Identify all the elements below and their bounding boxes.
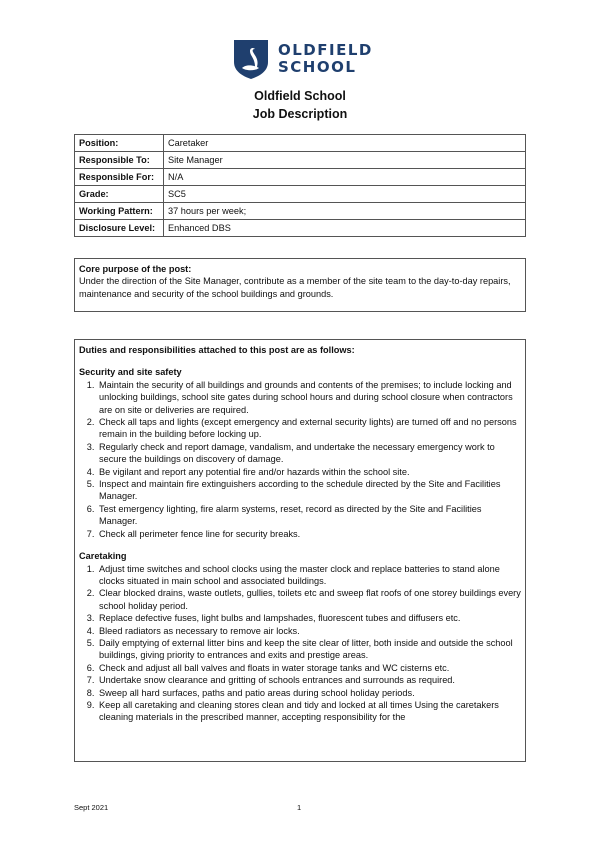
list-item: 5. Daily emptying of external litter bins and keep the site clear of litter, both inside and outside the school buildings, giving priority to entrances and exits and prestige areas. xyxy=(97,637,521,662)
core-purpose-text: Under the direction of the Site Manager, contribute as a member of the site team to the day-to-day repairs, maintenance and security of the school buildings and grounds. xyxy=(79,276,511,299)
core-purpose-box xyxy=(74,258,526,312)
list-item: 7. Check all perimeter fence line for security breaks. xyxy=(97,528,521,540)
info-value: Caretaker xyxy=(164,135,526,152)
list-item: 6. Check and adjust all ball valves and floats in water storage tanks and WC cisterns etc. xyxy=(97,662,521,674)
document-subtitle: Job Description xyxy=(252,107,348,121)
list-item: 2. Clear blocked drains, waste outlets, gullies, toilets etc and sweep flat roofs of one storey buildings every school holiday period. xyxy=(97,587,521,612)
post-info-table xyxy=(74,134,526,237)
core-purpose-heading: Core purpose of the post: xyxy=(79,264,192,274)
list-item: 8. Sweep all hard surfaces, paths and patio areas during school holiday periods. xyxy=(97,687,521,699)
info-value: Enhanced DBS xyxy=(164,220,526,237)
document-title: Oldfield School xyxy=(254,89,346,103)
duties-heading: Duties and responsibilities attached to this post are as follows: xyxy=(79,345,355,355)
list-item: 4. Bleed radiators as necessary to remove air locks. xyxy=(97,625,521,637)
info-value: Site Manager xyxy=(164,152,526,169)
table-row xyxy=(75,186,526,203)
info-label: Responsible To: xyxy=(75,152,164,169)
list-item: 1. Maintain the security of all buildings and grounds and contents of the premises; to include locking and unlocking buildings, school site gates during school hours and during school closure when contractors are on site or deliveries are required. xyxy=(97,379,521,416)
table-row xyxy=(75,135,526,152)
logo-line-2: SCHOOL xyxy=(278,58,357,76)
security-heading: Security and site safety xyxy=(79,367,182,378)
list-item: 5. Inspect and maintain fire extinguishers according to the schedule directed by the Site and Facilities Manager. xyxy=(97,478,521,503)
info-label: Grade: xyxy=(75,186,164,203)
list-item: 2. Check all taps and lights (except emergency and external security lights) are turned off and no persons remain in the building before locking up. xyxy=(97,416,521,441)
info-label: Position: xyxy=(75,135,164,152)
info-label: Responsible For: xyxy=(75,169,164,186)
info-value: SC5 xyxy=(164,186,526,203)
info-value: N/A xyxy=(164,169,526,186)
table-row xyxy=(75,152,526,169)
list-item: 1. Adjust time switches and school clocks using the master clock and replace batteries to stand alone clocks situated in main school and associated buildings. xyxy=(97,563,521,588)
table-row xyxy=(75,220,526,237)
list-item: 3. Regularly check and report damage, vandalism, and undertake the necessary emergency work to secure the buildings on discovery of damage. xyxy=(97,441,521,466)
footer-date: Sept 2021 xyxy=(74,803,109,812)
logo-line-1: OLDFIELD xyxy=(278,41,373,59)
caretaking-heading: Caretaking xyxy=(79,551,127,562)
list-item: 7. Undertake snow clearance and gritting of schools entrances and surrounds as required. xyxy=(97,674,521,686)
info-label: Working Pattern: xyxy=(75,203,164,220)
info-value: 37 hours per week; xyxy=(164,203,526,220)
table-row xyxy=(75,169,526,186)
school-logo xyxy=(232,38,377,80)
security-list xyxy=(79,379,521,540)
list-item: 6. Test emergency lighting, fire alarm systems, reset, record as directed by the Site and Facilities Manager. xyxy=(97,503,521,528)
info-label: Disclosure Level: xyxy=(75,220,164,237)
table-row xyxy=(75,203,526,220)
caretaking-list xyxy=(79,563,521,724)
footer-page-number: 1 xyxy=(297,803,302,812)
swan-shield-icon xyxy=(232,38,270,80)
duties-box xyxy=(74,339,526,762)
list-item: 3. Replace defective fuses, light bulbs and lampshades, fluorescent tubes and diffusers etc. xyxy=(97,612,521,624)
list-item: 4. Be vigilant and report any potential fire and/or hazards within the school site. xyxy=(97,466,521,478)
list-item: 9. Keep all caretaking and cleaning stores clean and tidy and locked at all times Using the caretakers cleaning materials in the prescribed manner, accepting responsibility for the xyxy=(97,699,521,724)
